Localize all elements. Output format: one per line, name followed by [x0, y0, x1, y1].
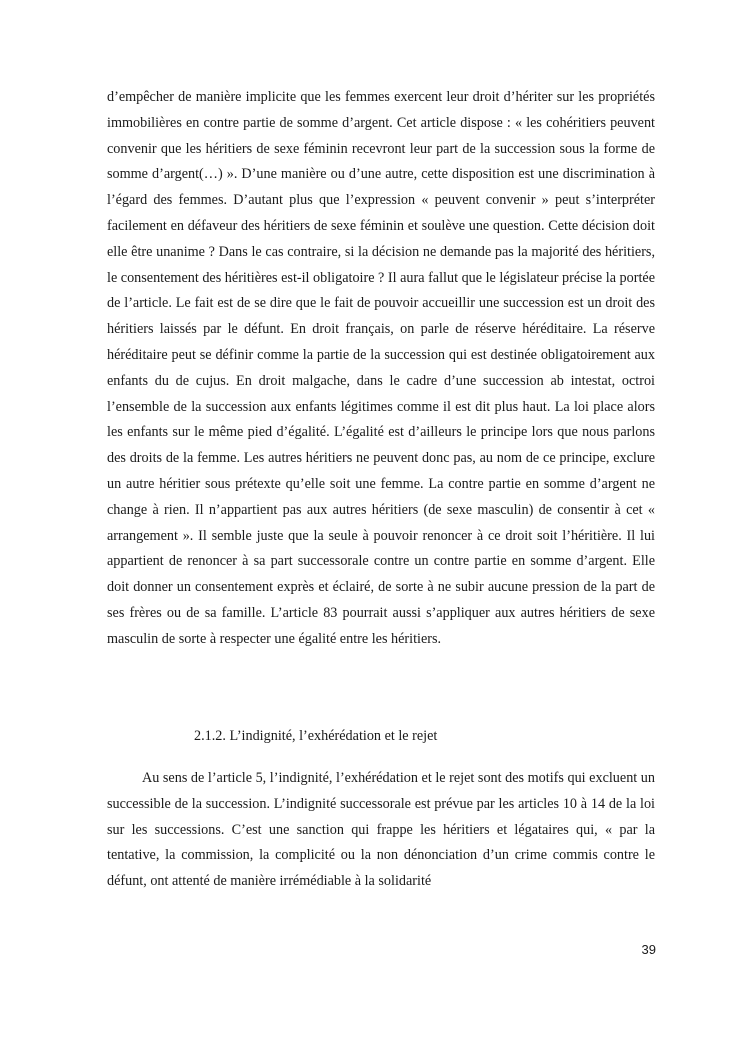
body-paragraph: d’empêcher de manière implicite que les femmes exercent leur droit d’hériter sur les propriétés immobilières en contre partie de somme d’argent. Cet article dispose : « les cohéritiers peuvent convenir que les héritiers de sexe féminin recevront leur part de la succession sous la forme de somme d’argent(…) ». D’une manière ou d’une autre, cette disposition est une discrimination à l’égard des femmes. D’autant plus que l’expression « peuvent convenir » peut s’interpréter facilement en défaveur des héritiers de sexe féminin et soulève une question. Cette décision doit elle être unanime ? Dans le cas contraire, si la décision ne demande pas la majorité des héritiers, le consentement des héritières est-il obligatoire ? Il aura fallut que le législateur précise la portée de l’article. Le fait est de se dire que le fait de pouvoir accueillir une succession est un droit des héritiers laissés par le défunt. En droit français, on parle de réserve héréditaire. La réserve héréditaire peut se définir comme la partie de la succession qui est destinée obligatoirement aux enfants du de cujus. En droit malgache, dans le cadre d’une succession ab intestat, octroi l’ensemble de la succession aux enfants légitimes comme il est dit plus haut. La loi place alors les enfants sur le même pied d’égalité. L’égalité est d’ailleurs le principe lors que nous parlons des droits de la femme. Les autres héritiers ne peuvent donc pas, au nom de ce principe, exclure un autre héritier sous prétexte qu’elle soit une femme. La contre partie en somme d’argent ne change à rien. Il n’appartient pas aux autres héritiers (de sexe masculin) de consentir à cet « arrangement ». Il semble juste que la seule à pouvoir renoncer à ce droit soit l’héritière. Il lui appartient de renoncer à sa part successorale contre un contre partie en somme d’argent. Elle doit donner un consentement exprès et éclairé, de sorte à ne subir aucune pression de la part de ses frères ou de sa famille. L’article 83 pourrait aussi s’appliquer aux autres héritiers de sexe masculin de sorte à respecter une égalité entre les héritiers. [107, 89, 655, 647]
page-number: 39 [641, 942, 656, 957]
body-paragraph: Au sens de l’article 5, l’indignité, l’exhérédation et le rejet sont des motifs qui excluent un successible de la succession. L’indignité successorale est prévue par les articles 10 à 14 de la loi sur les successions. C’est une sanction qui frappe les héritiers et légataires qui, « par la tentative, la commission, la complicité ou la non dénonciation d’un crime commis contre le défunt, ont attenté de manière irrémédiable à la solidarité [107, 770, 655, 890]
section-heading: 2.1.2. L’indignité, l’exhérédation et le rejet [194, 728, 438, 744]
